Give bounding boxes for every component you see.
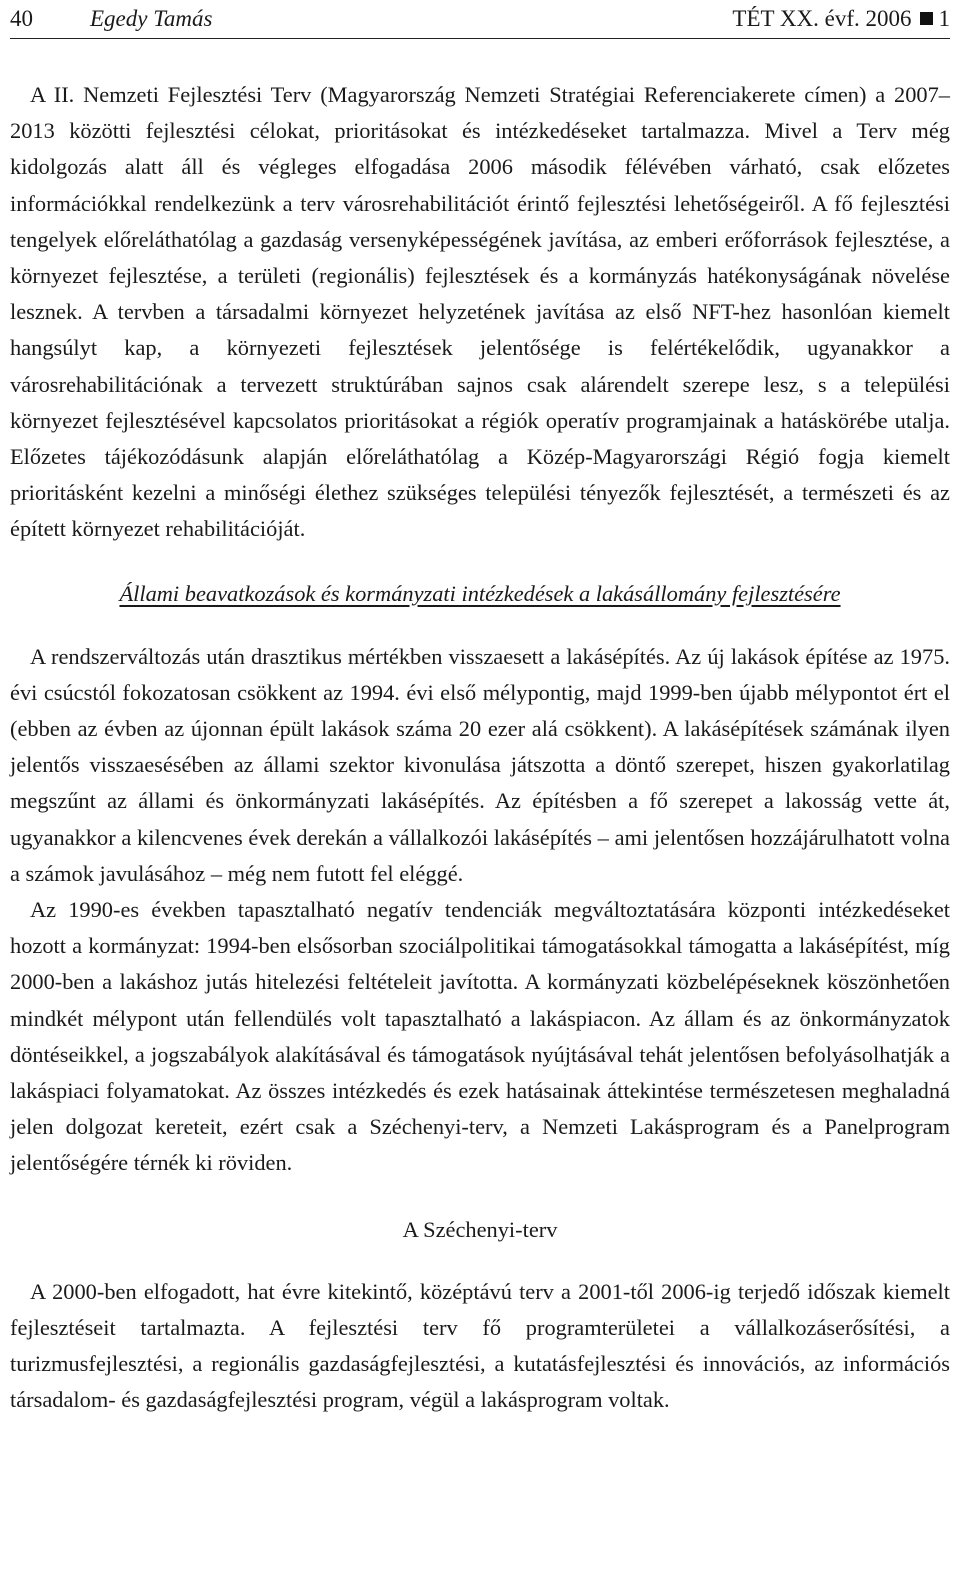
paragraph: A 2000-ben elfogadott, hat évre kitekintő, középtávú terv a 2001-től 2006-ig terjedő időszak kiemelt fejlesztéseit tartalmazta. A fejlesztési terv fő programterületei a vállalkozáserősítési, a turizmusfejlesztési, a regionális gazdaságfejlesztési, a kutatásfejlesztési és innovációs, az információs társadalom- és gazdaságfejlesztési program, végül a lakásprogram voltak. [10,1278,950,1413]
journal-volume: TÉT XX. évf. 2006 [732,6,912,31]
page-number: 40 [10,6,33,31]
paragraph: A rendszerváltozás után drasztikus mértékben visszaesett a lakásépítés. Az új lakások építése az 1975. évi csúcstól fokozatosan csökkent az 1994. évi első mélypontig, majd 1999-ben újabb mélypontot ért el (ebben az évben az újonnan épült lakások száma 20 ezer alá csökkent). A lakásépítések számának ilyen jelentős visszaesésében az állami szektor kivonulása játszotta a döntő szerepet, hiszen gyakorlatilag megszűnt az állami és önkormányzati lakásépítés. Az építésben a fő szerepet a lakosság vette át, ugyanakkor a kilencvenes évek derekán a vállalkozói lakásépítés – ami jelentősen hozzájárulhatott volna a számok javulásához – még nem futott fel eléggé. [10,643,950,886]
paragraph: Az 1990-es években tapasztalható negatív tendenciák megváltoztatására központi intézkedéseket hozott a kormányzat: 1994-ben elsősorban szociálpolitikai támogatásokkal támogatta a lakásépítést, míg 2000-ben a lakáshoz jutás hitelezési feltételeit javította. A kormányzati közbelépéseknek köszönhetően mindkét mélypont után fellendülés volt tapasztalható a lakáspiacon. Az állam és az önkormányzatok döntéseikkel, a jogszabályok alakításával és támogatások nyújtásával tehát jelentősen befolyásolhatják a lakáspiaci folyamatokat. Az összes intézkedés és ezek hatásainak áttekintése természetesen meghaladná jelen dolgozat kereteit, ezért csak a Széchenyi-terv, a Nemzeti Lakásprogram és a Panelprogram jelentőségére térnék ki röviden. [10,897,950,1176]
section-heading: Állami beavatkozások és kormányzati intézkedések a lakásállomány fejlesztésére [119,580,841,606]
square-bullet-icon [920,12,933,25]
journal-reference [732,0,950,38]
running-author: Egedy Tamás [90,6,213,31]
article-body [10,77,950,1419]
document-page [10,0,950,1419]
running-header [10,0,950,39]
subsection-heading: A Széchenyi-terv [402,1216,558,1242]
journal-issue: 1 [938,6,950,31]
paragraph: A II. Nemzeti Fejlesztési Terv (Magyarország Nemzeti Stratégiai Referenciakerete címen) a 2007–2013 közötti fejlesztési célokat, prioritásokat és intézkedéseket tartalmazza. Mivel a Terv még kidolgozás alatt áll és végleges elfogadása 2006 második félévében várható, csak előzetes információkkal rendelkezünk a terv városrehabilitációt érintő fejlesztési lehetőségeiről. A fő fejlesztési tengelyek előreláthatólag a gazdaság versenyképességének javítása, az emberi erőforrások fejlesztése, a környezet fejlesztése, a területi (regionális) fejlesztések és a kormányzás hatékonyságának növelése lesznek. A tervben a társadalmi környezet helyzetének javítása az első NFT-hez hasonlóan kiemelt hangsúlyt kap, a környezeti fejlesztések jelentősége is felértékelődik, ugyanakkor a városrehabilitációnak a tervezett struktúrában sajnos csak alárendelt szerepe lesz, s a települési környezet fejlesztésével kapcsolatos prioritásokat a régiók operatív programjainak a hatáskörébe utalja. Előzetes tájékozódásunk alapján előreláthatólag a Közép-Magyarországi Régió fogja kiemelt prioritásként kezelni a minőségi élethez szükséges települési tényezők fejlesztését, a természeti és az épített környezet rehabilitációját. [10,82,950,542]
